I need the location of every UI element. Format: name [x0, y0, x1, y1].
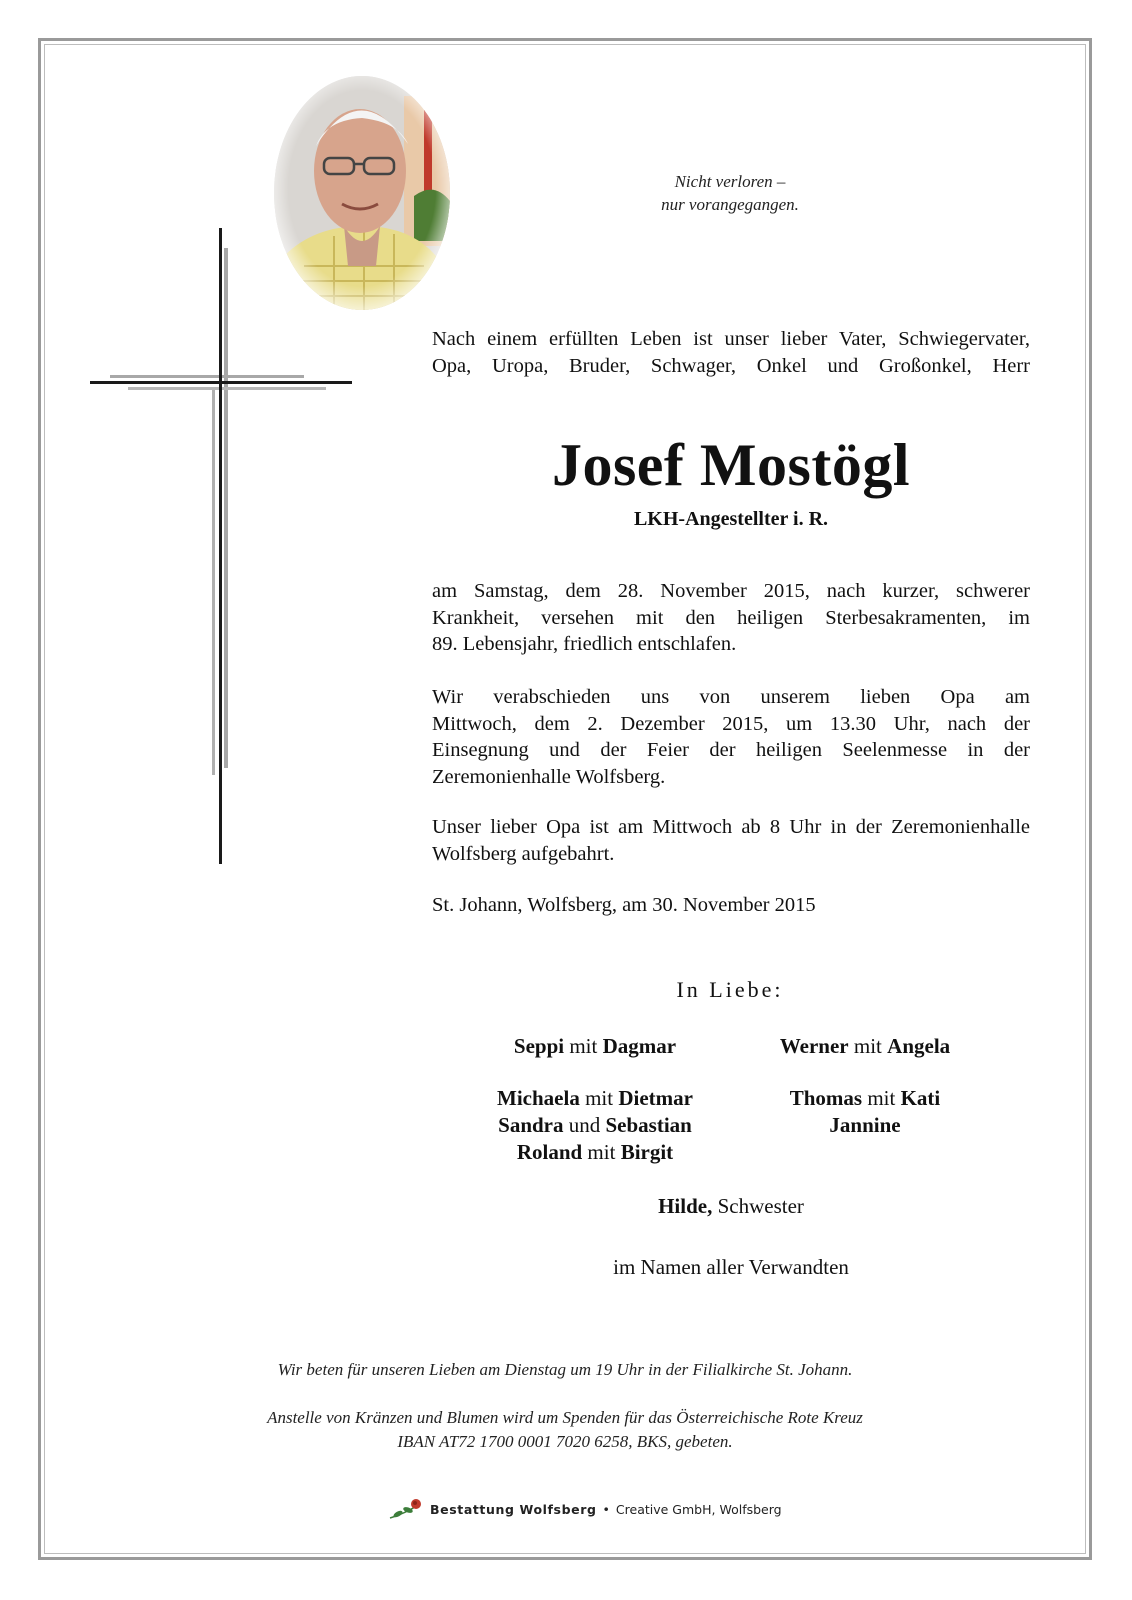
- paragraph-viewing: [432, 814, 1030, 867]
- paragraph-line: Zeremonienhalle Wolfsberg.: [432, 765, 666, 788]
- mourner-name: Thomas: [789, 1086, 863, 1110]
- mourner-pair: [440, 1112, 750, 1139]
- mourner-group-right: [710, 1085, 1020, 1139]
- sister-line: [432, 1194, 1030, 1219]
- mourner-join: und: [563, 1113, 606, 1137]
- mourner-name: Birgit: [620, 1140, 674, 1164]
- donation-line: IBAN AT72 1700 0001 7020 6258, BKS, gebeten.: [397, 1432, 733, 1451]
- mourner-pair: [440, 1139, 750, 1166]
- donation-line: Anstelle von Kränzen und Blumen wird um Spenden für das Österreichische Rote Kreuz: [267, 1408, 863, 1427]
- mourner-pair: [710, 1112, 1020, 1139]
- rose-logo-icon: [388, 1496, 424, 1522]
- paragraph-line: am Samstag, dem 28. November 2015, nach kurzer, schwerer: [432, 580, 1030, 602]
- paragraph-line: 89. Lebensjahr, friedlich entschlafen.: [432, 633, 737, 655]
- intro-line: Nach einem erfüllten Leben ist unser lieber Vater, Schwiegervater,: [432, 328, 1030, 350]
- mourner-name: Dietmar: [618, 1086, 693, 1110]
- paragraph-farewell: [432, 684, 1030, 790]
- mourner-name: Roland: [516, 1140, 583, 1164]
- closing-line: im Namen aller Verwandten: [613, 1255, 849, 1279]
- mourner-name: Kati: [900, 1086, 941, 1110]
- mourner-name: Jannine: [829, 1113, 901, 1137]
- mourner-name: Michaela: [497, 1086, 580, 1110]
- mourner-relation: Schwester: [712, 1194, 804, 1218]
- paragraph-line: Krankheit, versehen mit den heiligen Sterbesakramenten, im: [432, 606, 1030, 629]
- place-date: [432, 892, 1030, 919]
- mourner-name: Sandra: [498, 1113, 564, 1137]
- mourner-join: mit: [582, 1140, 621, 1164]
- paragraph-line: Einsegnung und der Feier der heiligen Seelenmesse in der: [432, 739, 1030, 761]
- intro-text: [432, 326, 1030, 379]
- mourner-group-left: [440, 1085, 750, 1166]
- mourner-name: Werner: [779, 1034, 849, 1058]
- mourner-pair: [440, 1085, 750, 1112]
- brand-name: Bestattung Wolfsberg: [430, 1501, 597, 1517]
- motto: [590, 170, 870, 216]
- deceased-title: LKH-Angestellter i. R.: [633, 508, 829, 530]
- intro-line: Opa, Uropa, Bruder, Schwager, Onkel und Großonkel, Herr: [432, 354, 1030, 377]
- paragraph-line: Wir verabschieden uns von unserem lieben Opa am: [432, 686, 1030, 708]
- brand-partner: Creative GmbH, Wolfsberg: [615, 1501, 782, 1517]
- mourner-name: Dagmar: [602, 1034, 677, 1058]
- donation-note: [120, 1406, 1010, 1454]
- mourner-join: mit: [564, 1034, 603, 1058]
- mourner-pair: [710, 1033, 1020, 1060]
- mourner-join: mit: [862, 1086, 901, 1110]
- cross-icon: [80, 220, 370, 870]
- deceased-name: Josef Mostögl: [551, 432, 911, 498]
- motto-line: Nicht verloren –: [674, 172, 786, 191]
- paragraph-line: Mittwoch, dem 2. Dezember 2015, um 13.30 Uhr, nach der: [432, 712, 1030, 735]
- mourner-join: mit: [848, 1034, 888, 1058]
- paragraph-line: Wolfsberg aufgebahrt.: [432, 842, 615, 865]
- mourner-pair: [710, 1085, 1020, 1112]
- prayer-note: Wir beten für unseren Lieben am Dienstag um 19 Uhr in der Filialkirche St. Johann.: [277, 1360, 853, 1379]
- funeral-home-brand: [388, 1494, 782, 1524]
- mourner-name: Hilde,: [658, 1194, 713, 1218]
- paragraph-death: [432, 578, 1030, 658]
- portrait-photo: [274, 76, 450, 310]
- place-date-line: St. Johann, Wolfsberg, am 30. November 2015: [432, 894, 816, 916]
- mourner-name: Sebastian: [605, 1113, 692, 1137]
- mourner-pair: [440, 1033, 750, 1060]
- mourner-name: Angela: [887, 1034, 951, 1058]
- mourner-name: Seppi: [513, 1034, 565, 1058]
- brand-separator: •: [602, 1501, 610, 1517]
- mourner-join: mit: [579, 1086, 619, 1110]
- in-liebe-heading: In Liebe:: [676, 977, 784, 1002]
- paragraph-line: Unser lieber Opa ist am Mittwoch ab 8 Uhr in der Zeremonienhalle: [432, 816, 1030, 838]
- motto-line: nur vorangegangen.: [661, 195, 799, 214]
